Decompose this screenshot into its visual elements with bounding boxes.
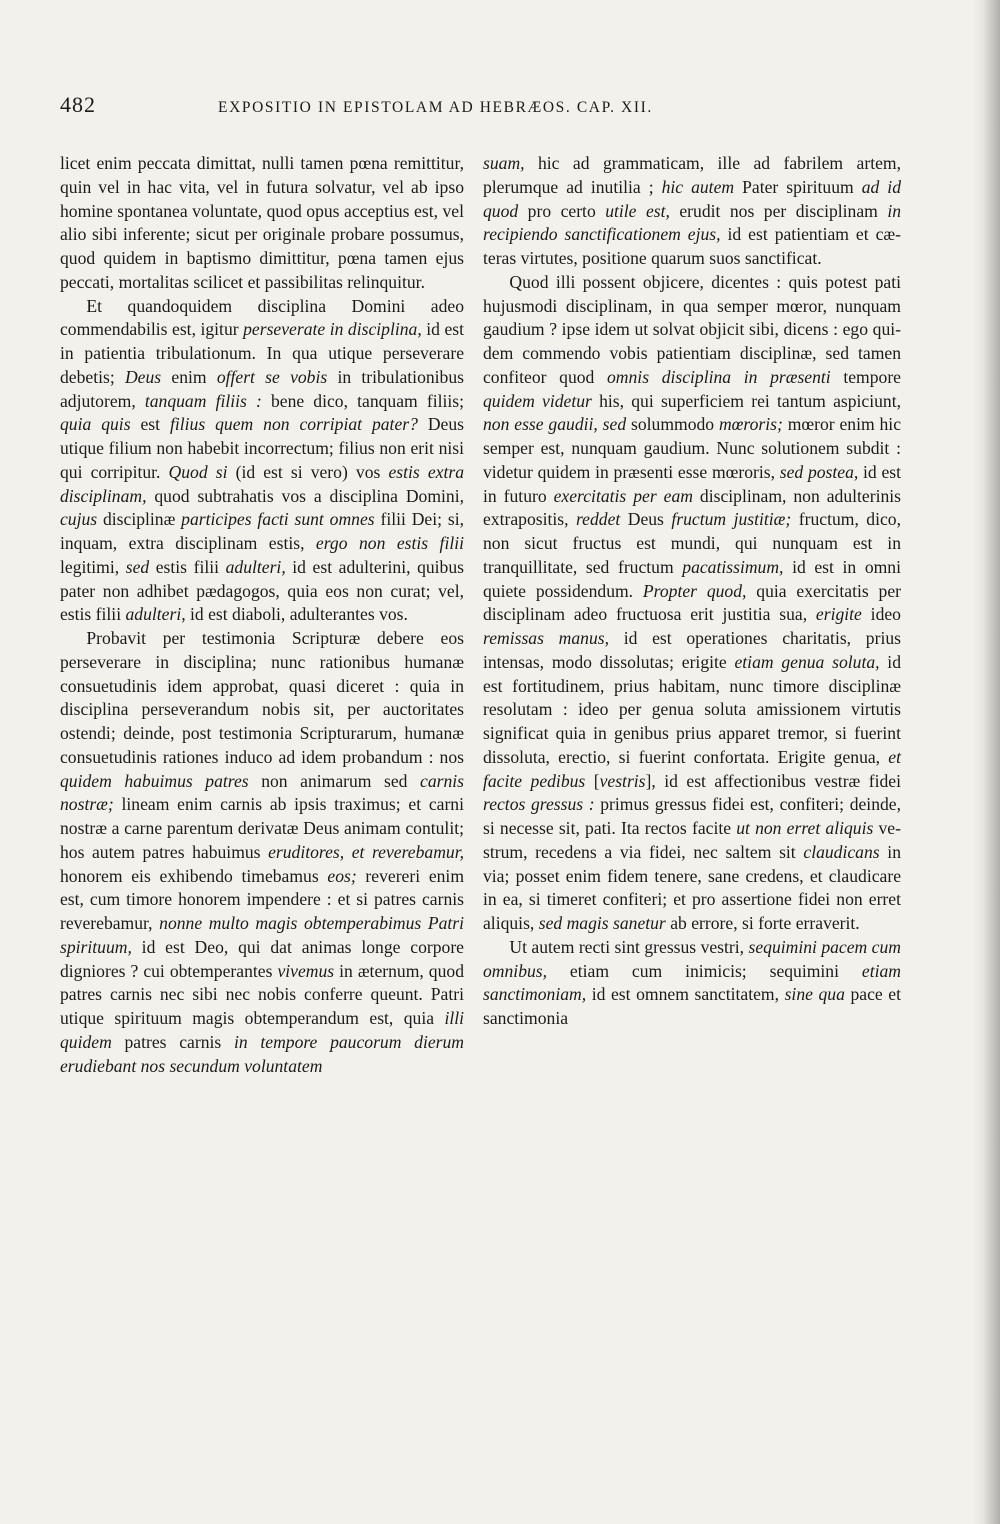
italic-text: et facite pedibus [483,746,901,791]
text-run: [ [585,770,600,791]
text-run: honorem eis exhibendo timebamus [60,865,328,886]
text-run: in via; posset enim fidem tenere, sane credens, et claudicare in ea, si timeret confiteri; et pro assertione fidei non erret aliquis, [483,841,901,933]
italic-text: suam, [483,153,525,173]
text-run: id est in futuro [483,461,902,506]
italic-text: Propter quod, [642,580,747,601]
text-run: licet enim peccata dimittat, nulli tamen pœna remittitur, quin vel in hac vita, vel in futura solvatur, vel ab ipso homine spontanea voluntate, quod opus acceptius est, vel alio sibi inferente; sicut per originale probare possumus, quod quidem in baptismo dimittitur, pœna tamen ejus peccati, mortalitas scilicet et passibilitas relinquitur. [60,153,464,292]
italic-text: vivemus [277,960,335,981]
italic-text: utile est, [605,200,670,221]
text-run: in tribulationibus adjutorem, [60,366,464,411]
text-run: legitimi, [60,556,126,577]
page-number: 482 [60,92,96,117]
italic-text: in tempore paucorum dierum erudiebant nos secundum voluntatem [60,1031,464,1076]
text-run: in æternum, quod patres carnis nec sibi nec nobis conferre queunt. Patri utique spirituum magis obtemperandum est, quia [60,960,464,1028]
text-run: (id est si vero) vos [227,461,389,482]
text-run: fructum, dico, non sicut fructus est mundi, qui nunquam est in tranquillitate, sed fructum [483,509,901,577]
italic-text: remissas manus, [483,628,609,648]
paragraph [60,295,464,628]
running-head-title: EXPOSITIO IN EPISTOLAM AD HEBRÆOS. CAP. XII. [218,99,653,116]
italic-text: adulteri, [125,604,186,625]
paragraph [483,152,901,271]
text-run: his, qui superficiem rei tantum aspiciunt, [591,390,902,411]
text-run: disciplinam, non adulterinis extrapositis, [483,485,902,530]
text-run: solummodo [626,414,719,435]
italic-text: illi quidem [60,1008,464,1052]
italic-text: participes facti sunt omnes [181,509,375,530]
text-run: ab errore, si forte erraverit. [665,913,860,933]
text-run: Probavit per testimonia Scripturæ debere eos perseverare in disciplina; nunc rationibus humanæ consuetudinis idem approbat, quasi diceret : quia in disciplina perseverandum nobis sit, per auctoritates ostendi; deinde, post testimonia Scripturarum, humanæ consuetudinis rationes induco ad idem probandum : nos [60,628,464,767]
italic-text: ergo non estis filii [315,533,464,553]
text-run: Ut autem recti sint gressus vestri, [509,936,749,957]
text-run: id est diaboli, adulterantes vos. [185,604,408,625]
text-run: quia exercitatis per disciplinam adeo fructuosa erit justitia sua, [483,580,901,625]
text-run: Et quandoquidem disciplina Domini adeo commendabilis est, igitur [60,295,464,340]
italic-text: quia quis [60,414,131,435]
paragraph [483,936,901,1031]
text-run: id est omnem sanctitatem, [586,984,785,1005]
italic-text: cujus [60,509,98,530]
italic-text: eos; [327,865,357,886]
paragraph [483,271,901,936]
text-run: tempore [830,366,901,387]
italic-text: ut non erret aliquis [736,818,874,838]
italic-text: omnis disciplina in præsenti [607,366,831,387]
italic-text: quidem habuimus patres [60,770,249,791]
italic-text: filius quem non corripiat pater? [169,414,418,435]
italic-text: carnis nostræ; [60,770,464,815]
italic-text: tanquam filiis : [144,390,262,411]
text-run: estis filii [149,556,226,577]
text-run: ideo [861,604,901,625]
italic-text: exercitatis per eam [553,485,693,506]
italic-text: offert se vobis [216,366,328,387]
italic-text: reddet [575,509,621,530]
italic-text: ad id quod [483,176,901,221]
text-run: pace et sanctimonia [483,984,901,1028]
italic-text: hic autem [661,176,735,197]
text-run: etiam cum inimicis; sequimini [547,960,862,981]
text-run: id est Deo, qui dat animas longe corpore digniores ? cui obtemperantes [60,936,464,981]
italic-text: erigite [815,604,862,625]
italic-text: fructum justitiæ; [671,509,792,530]
page-edge-shadow [972,0,1000,1524]
italic-text: mœroris; [718,414,783,435]
italic-text: eruditores, et reverebamur, [268,841,464,862]
italic-text: rectos gressus : [483,794,595,815]
text-run: disciplinæ [97,509,182,530]
text-run: id est in omni quiete possidendum. [483,556,901,601]
text-run: Deus [620,509,672,530]
text-run: Pater spirituum [734,176,862,197]
italic-text: sed postea, [779,461,859,482]
italic-text: in recipiendo sanctificationem ejus, [483,200,901,245]
text-run: revereri enim est, cum timore honorem impendere : et si patres carnis reverebamur, [60,865,464,933]
italic-text: non esse gaudii, sed [483,414,627,435]
text-run: non animarum sed [248,770,421,791]
italic-text: nonne multo magis obtemperabimus Patri spirituum, [60,913,464,957]
italic-text: Quod si [168,461,228,482]
running-header [60,92,910,122]
text-run: bene dico, tanquam filiis; [261,390,464,411]
italic-text: etiam genua soluta, [734,651,880,672]
italic-text: sequimini pacem cum omnibus, [483,936,901,981]
italic-text: perseverate in disciplina, [243,319,422,340]
text-column-left [60,152,464,1078]
paragraph [60,152,464,295]
italic-text: vestris [599,770,646,791]
paragraph [60,627,464,1078]
text-run: id est operationes charitatis, prius intensas, modo dissolutas; erigite [483,628,901,672]
text-run: filii Dei; si, inquam, extra disciplinam estis, [60,509,464,553]
text-run: Quod illi possent objicere, dicentes : quis potest pati hujusmodi disciplinam, in qua semper mœror, nunquam gaudium ? ipse idem ut solvat objicit sibi, dicens : ego quidem commendo vobis patientiam disciplinæ, sed tamen confiteor quod [483,271,901,387]
text-run: vestrum, recedens a via fidei, nec saltem sit [483,818,901,862]
text-run: Deus utique filium non habebit incorrectum; filius non erit nisi qui corripitur. [60,414,465,482]
text-run: lineam enim carnis ab ipsis traximus; et carni nostræ a carne parentum derivatæ Deus animam contulit; hos autem patres habuimus [60,794,464,862]
text-run: patres carnis [111,1031,234,1052]
italic-text: sine qua [784,984,845,1005]
text-run: hic ad grammaticam, ille ad fabrilem artem, plerumque ad inutilia ; [483,153,901,197]
italic-text: estis extra disciplinam, [60,461,464,506]
italic-text: pacatissimum, [682,556,784,577]
text-run: est [130,414,170,435]
text-run: ], id est affectionibus vestræ fidei [645,770,901,791]
italic-text: adulteri, [225,556,286,577]
italic-text: Deus [124,366,162,387]
text-run: primus gressus fidei est, confiteri; deinde, si necesse sit, pati. Ita rectos facite [483,794,901,838]
text-run: id est adulterini, quibus pater non adhibet pædagogos, quia eos non curat; vel, estis filii [60,556,465,625]
italic-text: claudicans [803,841,880,862]
text-run: quod subtrahatis vos a disciplina Domini, [146,485,464,506]
text-run: id est in patientia tribulationum. In qua utique perseverare debetis; [60,319,464,387]
italic-text: quidem videtur [483,390,592,411]
text-run: erudit nos per disciplinam [669,200,888,221]
text-column-right [483,152,901,1031]
text-run: mœror enim hic semper est, nunquam gaudium. Nunc solutionem subdit : videtur quidem in præsenti esse mœroris, [483,414,902,482]
text-run: pro certo [518,200,606,221]
italic-text: sed magis sanetur [538,913,666,933]
italic-text: etiam sanctimoniam, [483,960,901,1005]
text-run: id est fortitudinem, prius habitam, nunc timore disciplinæ resolutam : ideo per genua soluta amissionem virtutis significat quia in genibus prius apparet tremor, si fuerint dissoluta, erectio, si fuerint confortata. Erigite genua, [483,651,901,767]
italic-text: sed [125,556,150,577]
text-run: enim [161,366,217,387]
text-run: id est patientiam et cæteras virtutes, positione quarum suos sanctificat. [483,224,901,268]
